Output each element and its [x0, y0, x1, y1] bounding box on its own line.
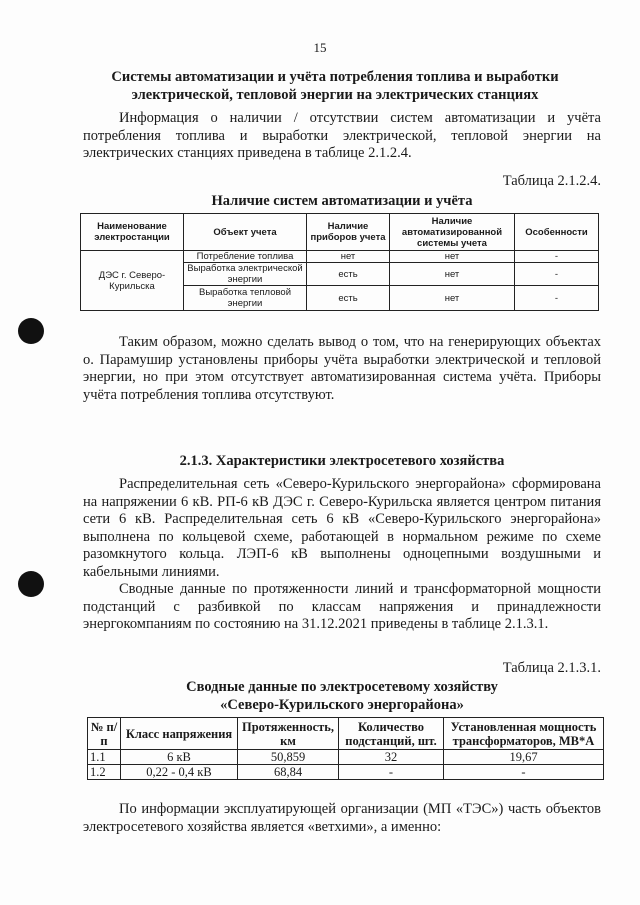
- power-cell: -: [444, 765, 604, 780]
- table-header-row: [81, 214, 599, 251]
- substations-cell: -: [339, 765, 444, 780]
- table-row: [88, 765, 604, 780]
- col-header-meters: Наличие приборов учета: [307, 214, 390, 251]
- table2-title-line2: «Северо-Курильского энергорайона»: [220, 697, 464, 713]
- table1-title: Наличие систем автоматизации и учёта: [211, 193, 473, 209]
- col-header-object: Объект учета: [184, 214, 307, 251]
- row-number-cell: 1.2: [88, 765, 121, 780]
- table2-caption: Таблица 2.1.3.1.: [502, 660, 601, 676]
- col-header-voltage-class: Класс напряжения: [121, 718, 238, 750]
- table2-title: [83, 678, 601, 714]
- auto-cell: нет: [390, 286, 515, 311]
- table-row: [81, 251, 599, 263]
- automation-table: [80, 213, 599, 311]
- meters-cell: есть: [307, 263, 390, 286]
- binder-hole-top: [18, 318, 44, 344]
- section1-title: [70, 68, 600, 104]
- table2-title-line1: Сводные данные по электросетевому хозяйству: [186, 679, 498, 695]
- col-header-notes: Особенности: [515, 214, 599, 251]
- final-paragraph: По информации эксплуатирующей организации (МП «ТЭС») часть объектов электросетевого хозяйства является «ветхими», а именно:: [83, 801, 601, 835]
- col-header-substations: Количество подстанций, шт.: [339, 718, 444, 750]
- section1-title-line2: электрической, тепловой энергии на электрических станциях: [131, 87, 539, 103]
- voltage-class-cell: 6 кВ: [121, 750, 238, 765]
- section2-paragraph2: Сводные данные по протяженности линий и трансформаторной мощности подстанций с разбивкой по классам напряжения и принадлежности энергокомпаниям по состоянию на 31.12.2021 приведены в таблице 2.1.3.1.: [83, 581, 601, 632]
- auto-cell: нет: [390, 263, 515, 286]
- grid-summary-table: [87, 717, 604, 780]
- station-cell: ДЭС г. Северо-Курильска: [81, 251, 184, 311]
- conclusion-paragraph: Таким образом, можно сделать вывод о том, что на генерирующих объектах о. Парамушир установлены приборы учёта выработки электрической и тепловой энергии, но при этом отсутствует автоматизированная система учёта. Приборы учёта потребления топлива отсутствуют.: [83, 334, 601, 403]
- length-cell: 68,84: [238, 765, 339, 780]
- auto-cell: нет: [390, 251, 515, 263]
- notes-cell: -: [515, 251, 599, 263]
- col-header-auto: Наличие автоматизированной системы учета: [390, 214, 515, 251]
- power-cell: 19,67: [444, 750, 604, 765]
- substations-cell: 32: [339, 750, 444, 765]
- notes-cell: -: [515, 286, 599, 311]
- section1-intro: Информация о наличии / отсутствии систем автоматизации и учёта потребления топлива и выработки электрической, тепловой энергии на электрических станциях приведена в таблице 2.1.2.4.: [83, 110, 601, 161]
- col-header-power: Установленная мощность трансформаторов, МВ*А: [444, 718, 604, 750]
- row-number-cell: 1.1: [88, 750, 121, 765]
- section2-title: 2.1.3. Характеристики электросетевого хозяйства: [179, 453, 505, 469]
- table-row: [88, 750, 604, 765]
- section2-paragraph1: Распределительная сеть «Северо-Курильского энергорайона» сформирована на напряжении 6 кВ. РП-6 кВ ДЭС г. Северо-Курильска является центром питания сети 6 кВ. Распределительная сеть 6 кВ «Северо-Курильского энергорайона» выполнена по кольцевой схеме, работающей в нормальном режиме по схеме разомкнутого кольца. ЛЭП-6 кВ выполнены одноцепными воздушными и кабельными линиями.: [83, 476, 601, 580]
- object-cell: Потребление топлива: [184, 251, 307, 263]
- meters-cell: нет: [307, 251, 390, 263]
- col-header-station: Наименование электростанции: [81, 214, 184, 251]
- binder-hole-bottom: [18, 571, 44, 597]
- object-cell: Выработка тепловой энергии: [184, 286, 307, 311]
- notes-cell: -: [515, 263, 599, 286]
- object-cell: Выработка электрической энергии: [184, 263, 307, 286]
- table-header-row: [88, 718, 604, 750]
- voltage-class-cell: 0,22 - 0,4 кВ: [121, 765, 238, 780]
- col-header-length: Протяженность, км: [238, 718, 339, 750]
- meters-cell: есть: [307, 286, 390, 311]
- section1-title-line1: Системы автоматизации и учёта потребления топлива и выработки: [111, 69, 559, 85]
- length-cell: 50,859: [238, 750, 339, 765]
- page-number: 15: [313, 40, 327, 55]
- col-header-number: № п/п: [88, 718, 121, 750]
- table1-caption: Таблица 2.1.2.4.: [502, 173, 601, 189]
